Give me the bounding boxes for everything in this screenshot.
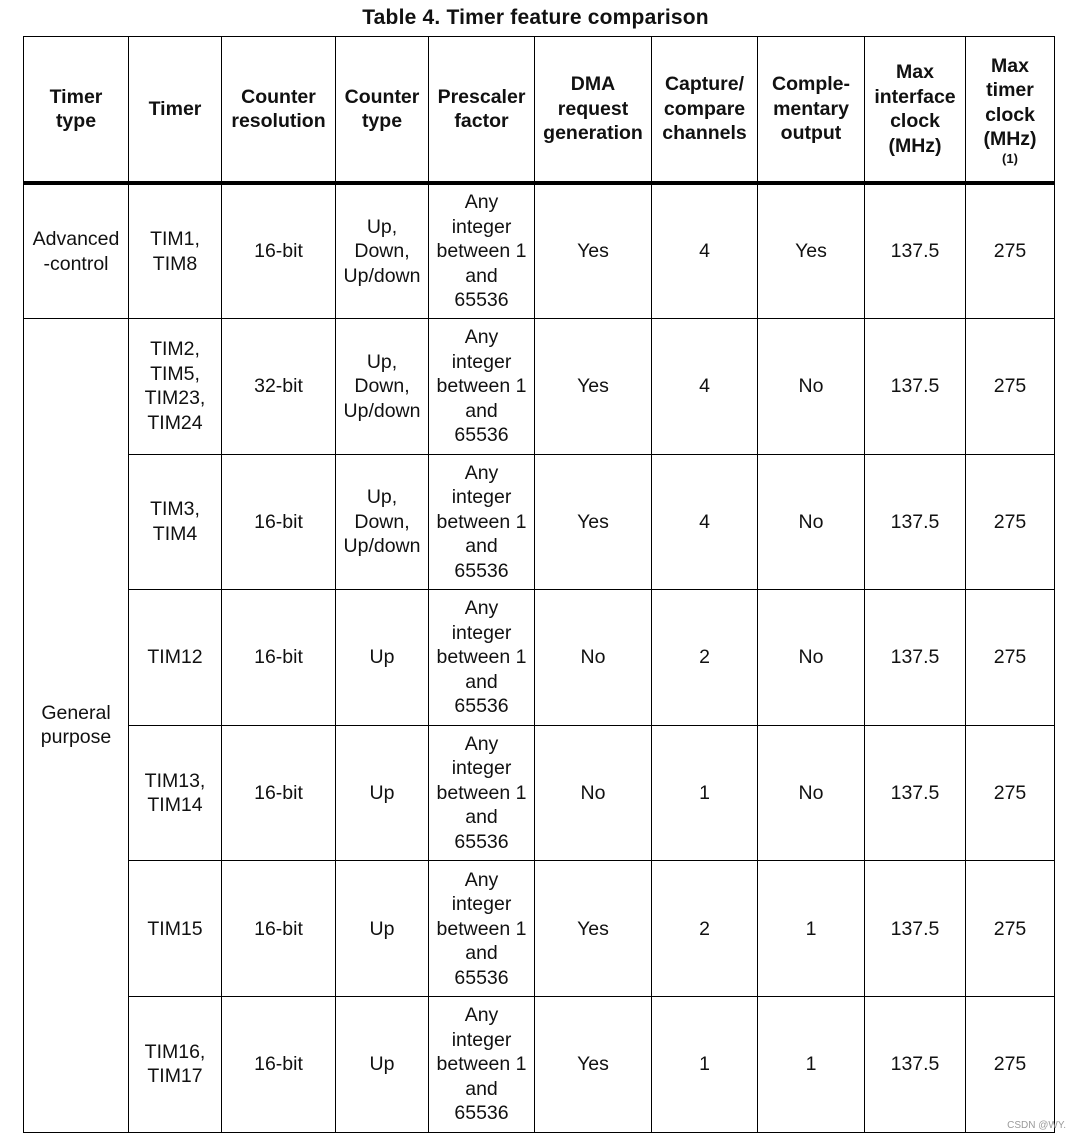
cell-dma: Yes: [535, 997, 652, 1133]
cell-line: Any: [464, 732, 499, 755]
cell-line: TIM16,: [144, 1040, 206, 1063]
cell-max-timer-clock: 275: [966, 183, 1055, 319]
cell-line: Comple-: [772, 73, 850, 96]
cell-line: Any: [464, 326, 499, 349]
cell-resolution: 16-bit: [222, 454, 336, 590]
cell-timer: [129, 319, 222, 455]
timer-type-cell: [24, 319, 129, 1133]
table-row: [24, 725, 1055, 861]
table-row: [24, 454, 1055, 590]
timer-comparison-table: [23, 36, 1055, 1133]
cell-line: TIM2,: [150, 338, 200, 361]
table-body: [24, 183, 1055, 1132]
cell-line: type: [55, 110, 97, 132]
cell-line: Down,: [354, 375, 410, 398]
cell-line: TIM15: [147, 917, 203, 940]
cell-max-timer-clock: 275: [966, 319, 1055, 455]
cell-counter-type: [336, 319, 429, 455]
cell-dma: No: [535, 590, 652, 726]
cell-max-timer-clock: 275: [966, 861, 1055, 997]
table-row: [24, 997, 1055, 1133]
cell-prescaler: [429, 454, 535, 590]
table-row: [24, 183, 1055, 319]
cell-line: between 1: [436, 375, 527, 398]
cell-counter-type: [336, 454, 429, 590]
cell-line: between 1: [436, 240, 527, 263]
cell-line: Up,: [366, 350, 398, 373]
cell-line: generation: [543, 122, 643, 145]
cell-line: resolution: [231, 110, 326, 132]
header-row: [24, 37, 1055, 184]
cell-line: TIM14: [147, 794, 203, 817]
cell-line: Up,: [366, 215, 398, 238]
cell-line: and: [465, 806, 498, 829]
cell-line: (MHz): [888, 134, 942, 157]
cell-line: 65536: [454, 289, 509, 312]
cell-line: integer: [451, 1028, 512, 1051]
cell-line: clock: [985, 103, 1035, 126]
watermark: CSDN @WY.: [1007, 1120, 1066, 1131]
header-timer-type: [24, 37, 129, 184]
header-counter-type: [336, 37, 429, 184]
cell-line: Max: [991, 54, 1029, 77]
cell-line: Up/down: [343, 535, 421, 558]
cell-line: -control: [43, 252, 109, 275]
cell-line: 65536: [454, 1102, 509, 1125]
cell-line: TIM13,: [144, 769, 206, 792]
cell-max-interface-clock: 137.5: [865, 725, 966, 861]
cell-line: 65536: [454, 966, 509, 989]
cell-channels: 4: [652, 319, 758, 455]
cell-line: and: [465, 535, 498, 558]
cell-line: DMA: [570, 73, 616, 96]
cell-line: Up,: [366, 486, 398, 509]
cell-line: Any: [464, 461, 499, 484]
cell-dma: Yes: [535, 319, 652, 455]
cell-line: 65536: [454, 830, 509, 853]
cell-complementary: No: [758, 590, 865, 726]
cell-line: request: [557, 97, 629, 120]
cell-line: Any: [464, 1004, 499, 1027]
cell-line: purpose: [40, 726, 112, 749]
cell-dma: Yes: [535, 861, 652, 997]
cell-line: Counter: [241, 85, 316, 108]
cell-line: and: [465, 942, 498, 965]
cell-line: Any: [464, 868, 499, 891]
cell-line: integer: [451, 215, 512, 238]
header-prescaler-factor: [429, 37, 535, 184]
table-title: Table 4. Timer feature comparison: [362, 6, 709, 29]
cell-line: integer: [451, 486, 512, 509]
cell-max-interface-clock: 137.5: [865, 454, 966, 590]
cell-line: TIM8: [152, 252, 198, 275]
cell-line: General: [41, 701, 111, 724]
cell-dma: Yes: [535, 183, 652, 319]
cell-line: between 1: [436, 781, 527, 804]
cell-line: Up: [369, 917, 395, 940]
cell-counter-type: [336, 725, 429, 861]
cell-prescaler: [429, 725, 535, 861]
cell-line: TIM5,: [150, 362, 200, 385]
cell-complementary: No: [758, 725, 865, 861]
cell-timer: [129, 454, 222, 590]
cell-prescaler: [429, 997, 535, 1133]
cell-line: compare: [663, 97, 746, 120]
cell-line: Capture/: [664, 73, 745, 96]
cell-max-timer-clock: 275: [966, 997, 1055, 1133]
cell-line: Timer: [49, 85, 103, 108]
cell-line: integer: [451, 893, 512, 916]
cell-line: TIM1,: [150, 228, 200, 251]
cell-complementary: No: [758, 454, 865, 590]
timer-type-cell: [24, 183, 129, 319]
cell-line: and: [465, 264, 498, 287]
cell-line: Up/down: [343, 399, 421, 422]
cell-resolution: 32-bit: [222, 319, 336, 455]
cell-counter-type: [336, 997, 429, 1133]
cell-counter-type: [336, 861, 429, 997]
cell-line: between 1: [436, 917, 527, 940]
cell-counter-type: [336, 183, 429, 319]
cell-line: output: [780, 122, 842, 145]
cell-line: Timer: [148, 97, 202, 120]
header-counter-resolution: [222, 37, 336, 184]
header-timer: [129, 37, 222, 184]
cell-line: between 1: [436, 510, 527, 533]
cell-channels: 2: [652, 590, 758, 726]
cell-line: between 1: [436, 1053, 527, 1076]
cell-counter-type: [336, 590, 429, 726]
cell-complementary: 1: [758, 997, 865, 1133]
cell-resolution: 16-bit: [222, 590, 336, 726]
cell-line: Counter: [344, 85, 420, 108]
cell-line: channels: [662, 122, 747, 145]
cell-line: interface: [874, 85, 956, 108]
cell-line: timer: [986, 79, 1034, 101]
table-row: [24, 861, 1055, 997]
cell-complementary: 1: [758, 861, 865, 997]
cell-channels: 4: [652, 183, 758, 319]
cell-resolution: 16-bit: [222, 861, 336, 997]
cell-max-interface-clock: 137.5: [865, 319, 966, 455]
cell-line: Down,: [354, 240, 410, 263]
cell-line: Max: [896, 61, 934, 83]
cell-line: 65536: [454, 695, 509, 718]
cell-line: type: [361, 110, 403, 132]
cell-line: TIM24: [147, 411, 203, 434]
cell-line: Up/down: [343, 264, 421, 287]
cell-line: TIM23,: [144, 387, 206, 410]
cell-line: TIM17: [147, 1065, 203, 1088]
cell-max-timer-clock: 275: [966, 590, 1055, 726]
cell-line: and: [465, 1077, 498, 1100]
header-capture-compare-channels: [652, 37, 758, 184]
cell-line: between 1: [436, 646, 527, 669]
cell-channels: 1: [652, 725, 758, 861]
cell-prescaler: [429, 861, 535, 997]
cell-line: and: [465, 399, 498, 422]
cell-timer: [129, 590, 222, 726]
cell-prescaler: [429, 319, 535, 455]
cell-line: integer: [451, 350, 512, 373]
cell-timer: [129, 725, 222, 861]
cell-line: clock: [890, 110, 940, 132]
cell-line: integer: [451, 621, 512, 644]
cell-complementary: Yes: [758, 183, 865, 319]
cell-line: TIM4: [152, 522, 198, 545]
cell-resolution: 16-bit: [222, 183, 336, 319]
cell-max-interface-clock: 137.5: [865, 183, 966, 319]
cell-timer: [129, 861, 222, 997]
table-row: [24, 590, 1055, 726]
cell-resolution: 16-bit: [222, 997, 336, 1133]
cell-line: Down,: [354, 510, 410, 533]
cell-line: Any: [464, 597, 499, 620]
header-max-interface-clock: [865, 37, 966, 184]
cell-max-timer-clock: 275: [966, 454, 1055, 590]
cell-max-interface-clock: 137.5: [865, 997, 966, 1133]
cell-resolution: 16-bit: [222, 725, 336, 861]
cell-line: factor: [454, 110, 509, 132]
table-row: [24, 319, 1055, 455]
cell-channels: 2: [652, 861, 758, 997]
cell-line: mentary: [773, 97, 849, 120]
cell-channels: 1: [652, 997, 758, 1133]
cell-line: Advanced: [32, 228, 120, 251]
cell-max-interface-clock: 137.5: [865, 590, 966, 726]
cell-channels: 4: [652, 454, 758, 590]
cell-prescaler: [429, 590, 535, 726]
cell-line: Up: [369, 646, 395, 669]
cell-line: and: [465, 670, 498, 693]
cell-line: (MHz): [983, 128, 1037, 150]
header-complementary-output: [758, 37, 865, 184]
cell-timer: [129, 183, 222, 319]
cell-line: Prescaler: [437, 85, 526, 108]
cell-line: TIM12: [147, 646, 203, 669]
cell-line: integer: [451, 757, 512, 780]
cell-line: Any: [464, 191, 499, 214]
cell-dma: No: [535, 725, 652, 861]
cell-line: Up: [369, 781, 395, 804]
footnote-marker: (1): [1002, 150, 1018, 166]
cell-line: 65536: [454, 424, 509, 447]
cell-dma: Yes: [535, 454, 652, 590]
cell-max-interface-clock: 137.5: [865, 861, 966, 997]
cell-timer: [129, 997, 222, 1133]
header-max-timer-clock: [966, 37, 1055, 184]
header-dma-request-generation: [535, 37, 652, 184]
cell-line: Up: [369, 1053, 395, 1076]
cell-prescaler: [429, 183, 535, 319]
cell-line: 65536: [454, 559, 509, 582]
cell-complementary: No: [758, 319, 865, 455]
cell-line: TIM3,: [150, 498, 200, 521]
cell-max-timer-clock: 275: [966, 725, 1055, 861]
